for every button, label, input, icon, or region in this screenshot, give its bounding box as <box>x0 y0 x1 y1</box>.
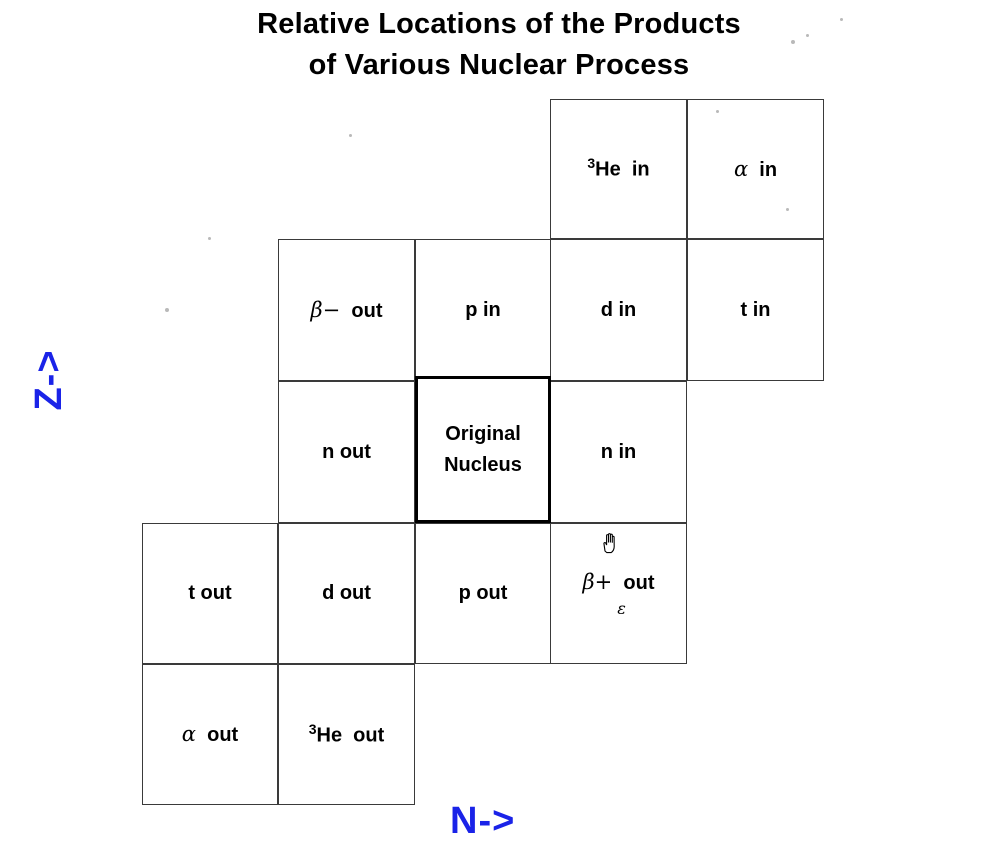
speck <box>791 40 795 44</box>
title-line-2: of Various Nuclear Process <box>308 49 690 82</box>
title-line-1: Relative Locations of the Products <box>257 8 741 40</box>
cell-label-t-out: t out <box>188 582 232 604</box>
hand-cursor-icon <box>597 531 623 557</box>
cell-label-he3-out: $^3$He out <box>308 720 385 747</box>
cell-label-p-in: p in <box>465 298 501 321</box>
cell-label-he3-in: $^3$He in <box>587 155 650 181</box>
alpha-symbol: α <box>733 156 749 181</box>
cell-label-n-in: n in <box>600 440 637 463</box>
cell-p-out[interactable] <box>415 523 551 664</box>
cell-t-in[interactable] <box>687 239 824 381</box>
cell-p-in[interactable] <box>415 239 551 381</box>
cell-he3-in[interactable] <box>550 99 687 239</box>
cell-original-nucleus[interactable] <box>415 376 551 523</box>
cell-label-original-nucleus <box>444 419 522 481</box>
beta-plus-symbol: β+ <box>582 569 613 594</box>
cell-label-d-in: d in <box>600 298 637 321</box>
cell-d-in[interactable] <box>550 239 687 381</box>
cell-t-out[interactable] <box>142 523 278 664</box>
cell-label-n-out: n out <box>322 440 371 463</box>
original-line-2: Nucleus <box>444 453 522 476</box>
cell-alpha-in[interactable] <box>687 99 824 239</box>
cell-label-beta-plus-out: β+ out ε <box>582 569 655 618</box>
speck <box>840 18 843 21</box>
nuclide-grid <box>142 99 824 807</box>
cell-beta-minus-out[interactable] <box>278 239 415 381</box>
cell-label-t-in: t in <box>740 298 771 321</box>
cell-label-p-out: p out <box>458 582 508 604</box>
cell-label-beta-minus-out: β− out <box>310 297 383 322</box>
cell-label-alpha-out: α out <box>181 722 239 746</box>
cell-n-out[interactable] <box>278 381 415 523</box>
alpha-symbol: α <box>181 722 196 746</box>
original-line-1: Original <box>445 422 521 445</box>
beta-minus-symbol: β− <box>310 297 341 322</box>
cell-n-in[interactable] <box>550 381 687 523</box>
cell-d-out[interactable] <box>278 523 415 664</box>
speck <box>806 34 809 37</box>
cell-he3-out[interactable] <box>278 664 415 805</box>
page-title <box>0 4 998 86</box>
cell-alpha-out[interactable] <box>142 664 278 805</box>
axis-label-n: N-> <box>450 800 516 842</box>
axis-label-z: Z-> <box>27 349 70 411</box>
cell-label-alpha-in: α in <box>733 156 778 181</box>
cell-label-d-out: d out <box>322 582 371 604</box>
epsilon-symbol: ε <box>617 598 626 618</box>
